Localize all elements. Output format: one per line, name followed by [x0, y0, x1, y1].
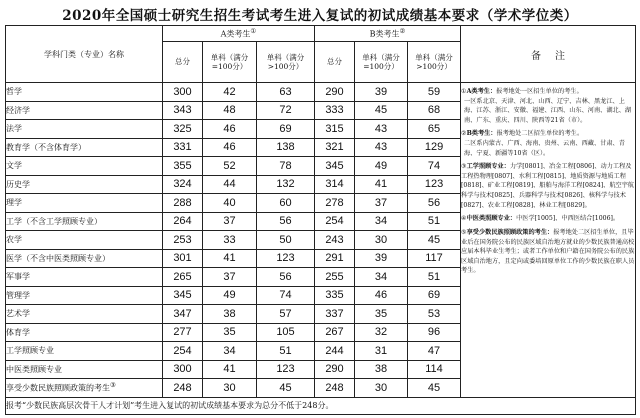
b-total-cell: 315 — [315, 120, 355, 139]
b-single-gt100-cell: 51 — [408, 268, 461, 287]
a-single-gt100-cell: 78 — [257, 157, 315, 176]
note-heading: B类考生： — [466, 130, 497, 138]
subject-name-cell — [6, 157, 163, 176]
a-single-gt100-cell: 123 — [257, 360, 315, 379]
subject-name: 农学 — [6, 235, 22, 245]
subject-name: 艺术学 — [6, 309, 30, 319]
a-single-gt100-cell: 57 — [257, 305, 315, 324]
a-total-cell: 324 — [163, 175, 203, 194]
notes-cell — [461, 83, 636, 398]
a-single-100-cell: 30 — [203, 379, 257, 398]
b-total-cell: 314 — [315, 175, 355, 194]
b-single-gt100-cell: 123 — [408, 175, 461, 194]
subject-name-cell — [6, 101, 163, 120]
a-single-gt100-cell: 56 — [257, 268, 315, 287]
subject-name: 法学 — [6, 124, 22, 134]
b-total-cell: 291 — [315, 249, 355, 268]
a-single-gt100-cell: 72 — [257, 101, 315, 120]
b-total-cell: 254 — [315, 212, 355, 231]
b-single-gt100-cell: 53 — [408, 305, 461, 324]
a-single-gt100-cell: 60 — [257, 194, 315, 213]
b-single-gt100-cell: 129 — [408, 138, 461, 157]
b-single-gt100-header: 单科（满分>100分） — [408, 42, 461, 83]
subject-name-cell — [6, 120, 163, 139]
b-group-header — [315, 26, 461, 42]
subject-name-cell — [6, 268, 163, 287]
table-row — [6, 83, 636, 102]
b-total-cell: 321 — [315, 138, 355, 157]
a-total-cell: 347 — [163, 305, 203, 324]
a-single-100-cell: 37 — [203, 212, 257, 231]
notes-column-header: 备注 — [461, 26, 636, 83]
b-single-100-cell: 31 — [355, 342, 408, 361]
b-single-gt100-cell: 117 — [408, 249, 461, 268]
a-single-gt100-cell: 132 — [257, 175, 315, 194]
a-total-cell: 300 — [163, 83, 203, 102]
subject-name-cell — [6, 323, 163, 342]
a-single-gt100-cell: 63 — [257, 83, 315, 102]
a-single-gt100-cell: 69 — [257, 120, 315, 139]
b-single-100-cell: 32 — [355, 323, 408, 342]
b-single-100-cell: 37 — [355, 194, 408, 213]
a-single-100-cell: 41 — [203, 360, 257, 379]
note-marker: ⑤ — [461, 228, 467, 236]
a-single-100-cell: 46 — [203, 138, 257, 157]
b-single-gt100-cell: 45 — [408, 231, 461, 250]
b-single-100-cell: 41 — [355, 175, 408, 194]
subject-name: 体育学 — [6, 327, 30, 337]
b-total-cell: 278 — [315, 194, 355, 213]
subject-name-cell — [6, 342, 163, 361]
a-single-gt100-cell: 138 — [257, 138, 315, 157]
b-single-gt100-cell: 51 — [408, 212, 461, 231]
b-single-gt100-cell: 68 — [408, 101, 461, 120]
a-single-100-cell: 41 — [203, 249, 257, 268]
a-total-header: 总分 — [163, 42, 203, 83]
b-single-gt100-cell: 47 — [408, 342, 461, 361]
a-total-cell: 355 — [163, 157, 203, 176]
page-title: 2020年全国硕士研究生招生考试考生进入复试的初试成绩基本要求（学术学位类） — [62, 8, 578, 24]
a-single-100-cell: 49 — [203, 286, 257, 305]
a-single-gt100-cell: 74 — [257, 286, 315, 305]
note-marker: ② — [461, 130, 467, 138]
footnote: 报考“少数民族高层次骨干人才计划”考生进入复试的初试成绩基本要求为总分不低于248分。 — [6, 397, 636, 414]
subject-name-cell — [6, 286, 163, 305]
b-single-100-cell: 49 — [355, 157, 408, 176]
a-single-gt100-cell: 45 — [257, 379, 315, 398]
b-single-100-cell: 46 — [355, 286, 408, 305]
a-single-100-cell: 34 — [203, 342, 257, 361]
a-single-100-cell: 42 — [203, 83, 257, 102]
subject-name-cell — [6, 138, 163, 157]
subject-name: 工学照顾专业 — [6, 346, 54, 356]
subject-name: 医学（不含中医类照顾专业） — [6, 253, 110, 263]
b-single-gt100-cell: 45 — [408, 379, 461, 398]
b-single-gt100-cell: 65 — [408, 120, 461, 139]
a-single-gt100-cell: 105 — [257, 323, 315, 342]
a-total-cell: 248 — [163, 379, 203, 398]
note-block — [461, 129, 635, 158]
a-total-cell: 253 — [163, 231, 203, 250]
note-line: 报考地处二区招生单位的考生。 — [496, 130, 584, 138]
subject-name: 教育学（不含体育学） — [6, 142, 86, 152]
a-single-100-cell: 52 — [203, 157, 257, 176]
b-single-100-cell: 35 — [355, 305, 408, 324]
note-line: 一区系北京、天津、河北、山西、辽宁、吉林、黑龙江、上海、江苏、浙江、安徽、福建、江西、山东、河南、湖北、湖南、广东、重庆、四川、陕西等21省（市）。 — [464, 97, 632, 124]
b-single-100-cell: 39 — [355, 83, 408, 102]
b-total-cell: 335 — [315, 286, 355, 305]
b-total-cell: 290 — [315, 360, 355, 379]
subject-name: 中医类照顾专业 — [6, 364, 62, 374]
a-single-gt100-cell: 123 — [257, 249, 315, 268]
b-single-100-cell: 39 — [355, 249, 408, 268]
a-total-cell: 345 — [163, 286, 203, 305]
a-single-100-cell: 35 — [203, 323, 257, 342]
a-single-100-cell: 44 — [203, 175, 257, 194]
b-total-cell: 248 — [315, 379, 355, 398]
a-single-gt100-header: 单科（满分>100分） — [257, 42, 315, 83]
subject-name-cell — [6, 83, 163, 102]
b-group-mark: ② — [399, 27, 406, 36]
a-total-cell: 265 — [163, 268, 203, 287]
b-total-cell: 243 — [315, 231, 355, 250]
b-total-header: 总分 — [315, 42, 355, 83]
a-single-gt100-cell: 51 — [257, 342, 315, 361]
note-marker: ① — [461, 88, 467, 95]
a-total-cell: 343 — [163, 101, 203, 120]
b-total-cell: 267 — [315, 323, 355, 342]
subject-column-header: 学科门类（专业）名称 — [6, 26, 163, 83]
a-total-cell: 331 — [163, 138, 203, 157]
subject-name: 理学 — [6, 198, 22, 208]
a-total-cell: 301 — [163, 249, 203, 268]
subject-name-cell — [6, 175, 163, 194]
subject-name: 享受少数民族照顾政策的考生 — [6, 384, 110, 394]
b-total-cell: 337 — [315, 305, 355, 324]
subject-name-cell — [6, 249, 163, 268]
subject-name: 管理学 — [6, 290, 30, 300]
subject-mark: ③ — [110, 381, 116, 390]
b-single-100-cell: 43 — [355, 138, 408, 157]
a-single-100-cell: 33 — [203, 231, 257, 250]
subject-name: 工学（不含工学照顾专业） — [6, 216, 102, 226]
a-single-100-cell: 46 — [203, 120, 257, 139]
a-single-gt100-cell: 50 — [257, 231, 315, 250]
b-single-100-cell: 30 — [355, 231, 408, 250]
note-heading: 中医类照顾专业： — [466, 215, 517, 223]
a-single-100-header: 单科（满分=100分） — [203, 42, 257, 83]
note-line: 二区系内蒙古、广西、海南、贵州、云南、西藏、甘肃、青海、宁夏、新疆等10省（区）。 — [464, 140, 625, 157]
b-total-cell: 255 — [315, 268, 355, 287]
subject-name-cell — [6, 231, 163, 250]
b-single-gt100-cell: 96 — [408, 323, 461, 342]
a-group-header — [163, 26, 315, 42]
note-block — [461, 214, 635, 224]
a-single-gt100-cell: 56 — [257, 212, 315, 231]
note-line: 中医学[1005]、中西医结合[1006]。 — [516, 215, 620, 223]
b-single-gt100-cell: 56 — [408, 194, 461, 213]
b-single-100-header: 单科（满分=100分） — [355, 42, 408, 83]
note-heading: 享受少数民族照顾政策的考生： — [466, 228, 554, 236]
subject-name-cell — [6, 305, 163, 324]
a-total-cell: 300 — [163, 360, 203, 379]
b-single-gt100-cell: 59 — [408, 83, 461, 102]
note-marker: ③ — [461, 163, 467, 171]
b-single-gt100-cell: 74 — [408, 157, 461, 176]
note-marker: ④ — [461, 215, 467, 223]
b-single-100-cell: 38 — [355, 360, 408, 379]
b-total-cell: 290 — [315, 83, 355, 102]
a-total-cell: 325 — [163, 120, 203, 139]
a-total-cell: 264 — [163, 212, 203, 231]
a-single-100-cell: 40 — [203, 194, 257, 213]
a-group-mark: ① — [250, 27, 257, 36]
b-total-cell: 244 — [315, 342, 355, 361]
b-total-cell: 345 — [315, 157, 355, 176]
note-line: 报考地处一区招生单位的考生。 — [496, 88, 583, 95]
b-single-100-cell: 45 — [355, 101, 408, 120]
a-group-label: A类考生 — [220, 29, 251, 39]
subject-name: 文学 — [6, 161, 22, 171]
subject-name: 历史学 — [6, 179, 30, 189]
note-block — [461, 162, 635, 210]
b-single-100-cell: 34 — [355, 212, 408, 231]
b-single-gt100-cell: 69 — [408, 286, 461, 305]
a-total-cell: 254 — [163, 342, 203, 361]
b-single-100-cell: 43 — [355, 120, 408, 139]
b-single-100-cell: 30 — [355, 379, 408, 398]
subject-name-cell — [6, 379, 163, 398]
a-total-cell: 277 — [163, 323, 203, 342]
subject-name: 哲学 — [6, 87, 22, 97]
subject-name-cell — [6, 212, 163, 231]
note-heading: A类考生： — [466, 88, 497, 95]
score-requirements-table — [5, 25, 636, 415]
b-total-cell: 333 — [315, 101, 355, 120]
a-total-cell: 288 — [163, 194, 203, 213]
table-body — [6, 83, 636, 398]
subject-name: 经济学 — [6, 105, 30, 115]
note-block — [461, 87, 635, 125]
note-line: 报考地处二区招生单位，且毕业后在国务院公布的民族区域自治地方就业的少数民族普通高校应届本科毕业生考生；或者工作单位和户籍在国务院公布的民族区域自治地方，且定向或委培回原单位工作的少数民族在职人员考生。 — [461, 228, 635, 275]
subject-name: 军事学 — [6, 272, 30, 282]
b-single-100-cell: 34 — [355, 268, 408, 287]
note-heading: 工学照顾专业： — [466, 163, 510, 171]
a-single-100-cell: 48 — [203, 101, 257, 120]
subject-name-cell — [6, 194, 163, 213]
b-group-label: B类考生 — [369, 29, 400, 39]
note-line: 力学[0801]、冶金工程[0806]、动力工程及工程热物理[0807]、水利工程[0815]、地质资源与地质工程[0818]、矿业工程[0819]、船舶与海洋工程[0824]、航空宇航科学与技术[0825]、兵器科学与技术[0826]、核科学与技术[0827]、农业工程[0828]、林业工程[0829]。 — [461, 163, 635, 209]
subject-name-cell — [6, 360, 163, 379]
note-block — [461, 228, 635, 276]
a-single-100-cell: 38 — [203, 305, 257, 324]
a-single-100-cell: 37 — [203, 268, 257, 287]
b-single-gt100-cell: 114 — [408, 360, 461, 379]
